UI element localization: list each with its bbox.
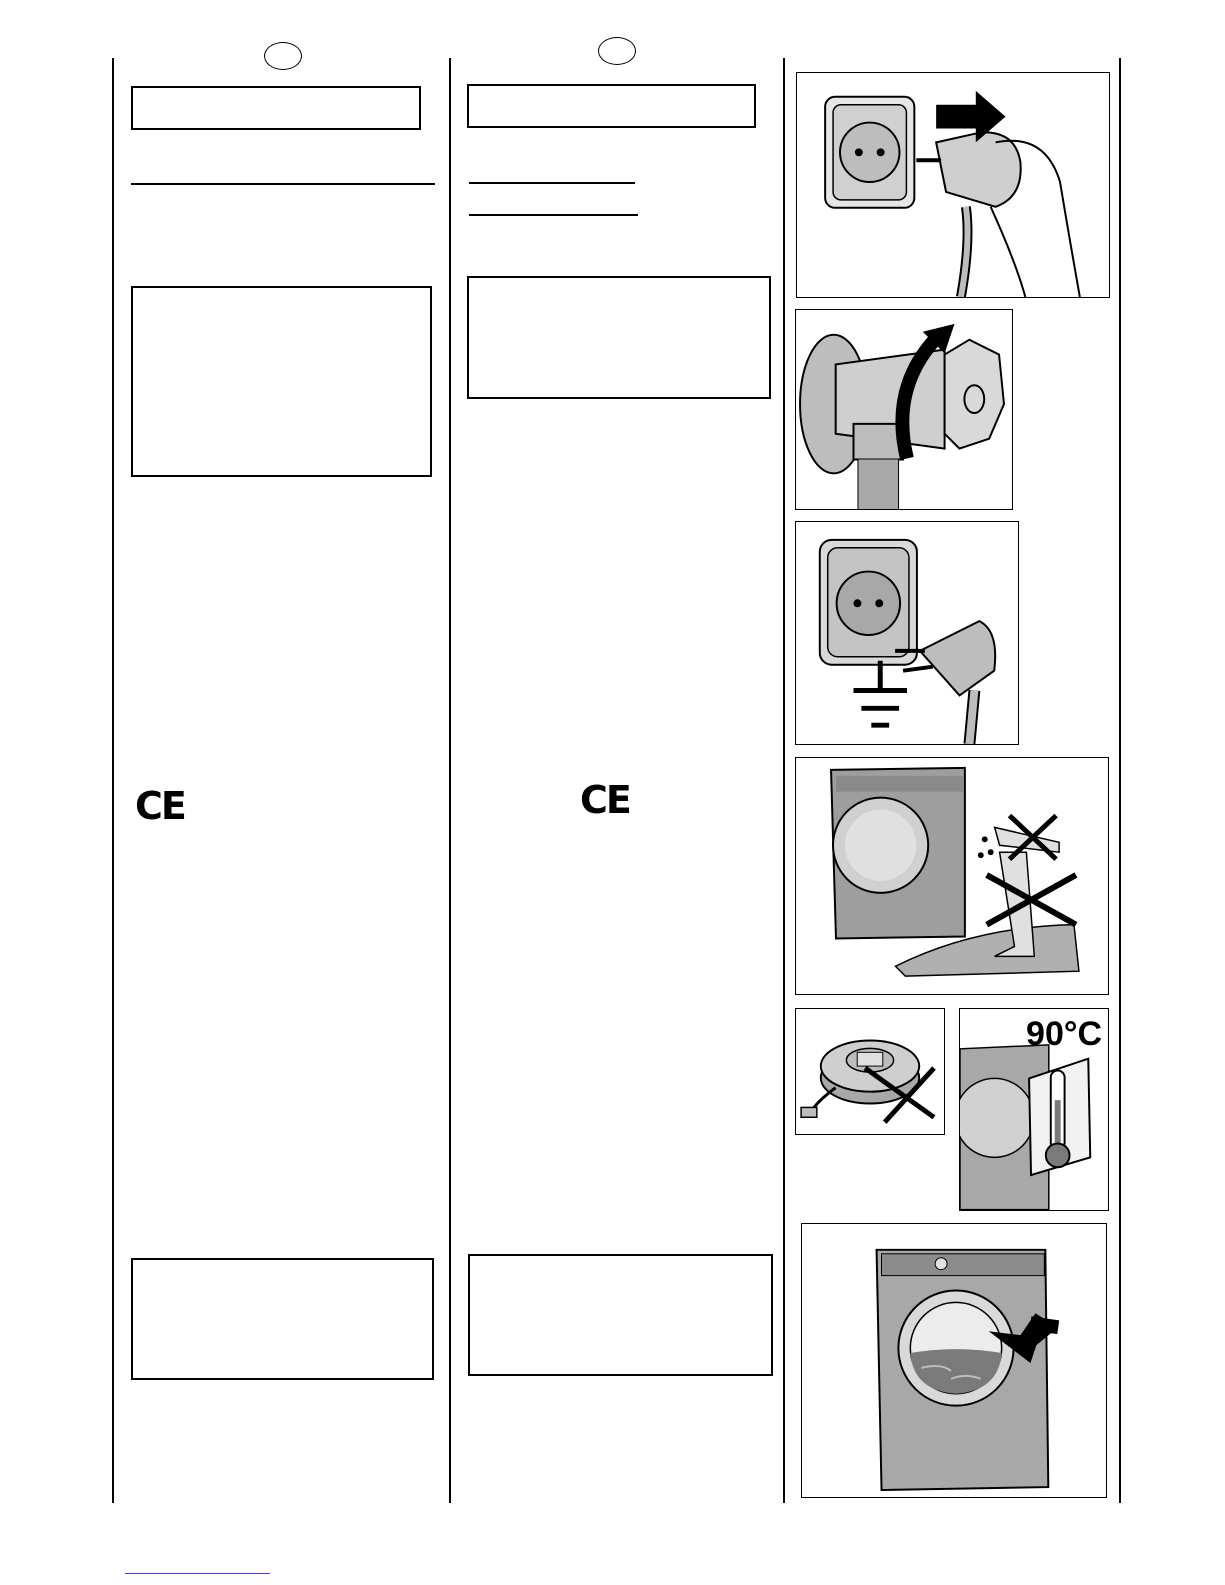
footer-link-underline xyxy=(125,1573,270,1574)
heading-box-left xyxy=(131,86,421,130)
warning-box-middle xyxy=(467,276,771,399)
temperature-label: 90°C xyxy=(1026,1015,1102,1053)
earthing-illustration xyxy=(795,521,1019,745)
column-divider-middle xyxy=(449,58,451,1503)
unplug-illustration xyxy=(796,72,1110,298)
no-wet-hands-icon xyxy=(796,758,1108,994)
water-tap-icon xyxy=(796,310,1012,509)
column-divider-right xyxy=(783,58,785,1503)
safety-wet-illustration xyxy=(795,757,1109,995)
ce-mark-left: CE xyxy=(135,784,185,828)
column-divider-left xyxy=(112,58,114,1503)
extension-cord-illustration xyxy=(795,1008,945,1135)
language-badge-left xyxy=(264,42,302,70)
section-rule-left xyxy=(131,183,435,185)
language-badge-middle xyxy=(598,37,636,65)
tap-illustration xyxy=(795,309,1013,510)
unplug-icon xyxy=(797,73,1109,297)
column-divider-edge xyxy=(1119,58,1121,1503)
note-box-middle xyxy=(468,1254,773,1376)
section-rule-middle-1 xyxy=(469,182,635,184)
warning-box-left xyxy=(131,286,432,477)
door-illustration xyxy=(801,1223,1107,1498)
no-extension-cord-icon xyxy=(796,1009,944,1134)
heading-box-middle xyxy=(467,84,756,128)
ce-mark-middle: CE xyxy=(580,778,630,822)
hot-water-illustration xyxy=(959,1008,1109,1211)
note-box-left xyxy=(131,1258,434,1380)
section-rule-middle-2 xyxy=(469,214,638,216)
door-window-icon xyxy=(802,1224,1106,1497)
earthing-icon xyxy=(796,522,1018,744)
